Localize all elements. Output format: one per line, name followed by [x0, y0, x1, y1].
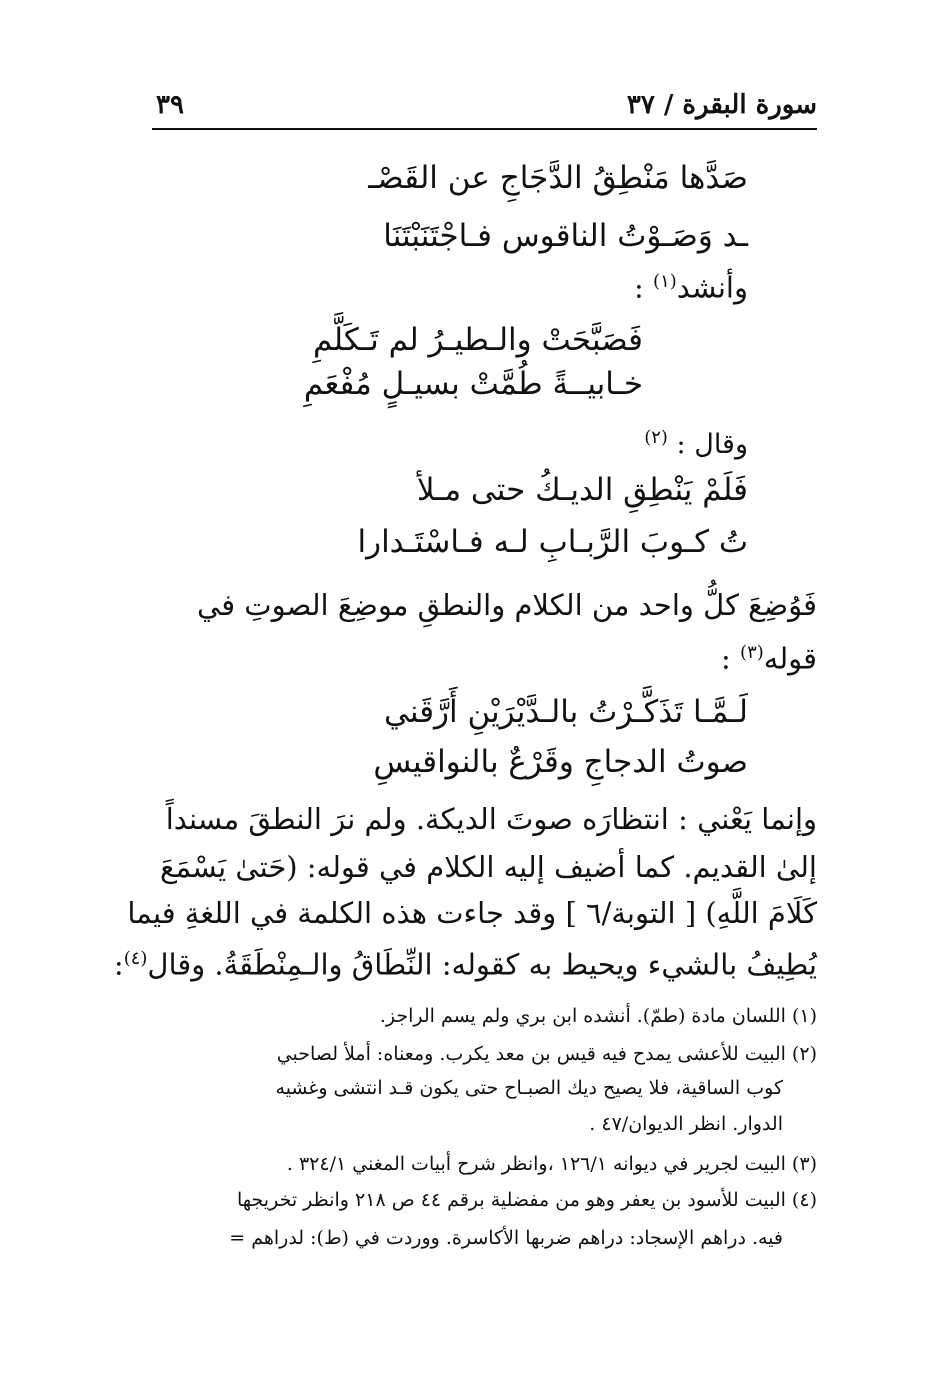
poem2-line1: فَصَبَّحَتْ والـطيـرُ لم تَـكَلَّمِ [313, 322, 643, 358]
footnote-ref-2: (٢) [644, 427, 668, 448]
footnote-ref-1: (١) [653, 271, 677, 292]
prose2-line4-colon: : [113, 947, 124, 982]
poem2-intro-text: وأنشد [676, 270, 748, 305]
prose2-line3: كَلَامَ اللَّهِ) [ التوبة/٦ ] وقد جاءت هذه الكلمة في اللغةِ فيما [127, 896, 817, 930]
poem3-intro-text: وقال : [676, 429, 748, 460]
poem2-intro [634, 260, 748, 310]
poem3-intro [644, 416, 748, 467]
footnote-ref-4: (٤) [123, 948, 148, 969]
poem1-line2: ـد وَصَـوْتُ الناقوس فـاجْتَنَبْتَنَا [383, 218, 748, 254]
footnote-2-line3: الدوار. انظر الديوان/٤٧ . [589, 1113, 783, 1135]
footnote-3: (٣) البيت لجرير في ديوانه ١٢٦/١ ،وانظر شرح أبيات المغني ٣٢٤/١ . [286, 1153, 817, 1175]
footnote-4-line2: فيه. دراهم الإسجاد: دراهم ضربها الأكاسرة. ووردت في (ط): لدراهم = [229, 1227, 783, 1249]
prose1-line2 [152, 632, 817, 680]
poem2-intro-colon: : [634, 270, 644, 305]
footnote-1: (١) اللسان مادة (طمّ). أنشده ابن بري ولم يسم الراجز. [379, 1005, 817, 1027]
poem2-line2: خـابيــةً طُمَّتْ بسيـلٍ مُفْعَمِ [303, 366, 643, 402]
running-header [152, 88, 817, 130]
poem4-line1: لَـمَّـا تَذَكَّـرْتُ بالـدَّيْرَيْنِ أَرَّقَني [384, 694, 748, 730]
prose2-line2: إلىٰ القديم. كما أضيف إليه الكلام في قوله: (حَتىٰ يَسْمَعَ [160, 850, 817, 884]
footnote-2-line2: كوب الساقية، فلا يصيح ديك الصبـاح حتى يكون قـد انتشى وغشيه [275, 1077, 783, 1099]
poem3-line2: تُ كـوبَ الرَّبـابِ لـه فـاسْتَـدارا [357, 524, 748, 560]
footnote-ref-3: (٣) [740, 642, 764, 663]
surah-title: سورة البقرة / ٣٧ [626, 90, 817, 120]
prose2-line4-text: يُطِيفُ بالشيء ويحيط به كقوله: النِّطَاقُ والـمِنْطَقَةُ. وقال [147, 947, 817, 982]
footnote-4-line1: (٤) البيت للأسود بن يعفر وهو من مفضلية برقم ٤٤ ص ٢١٨ وانظر تخريجها [237, 1189, 817, 1211]
prose2-line4 [113, 938, 817, 986]
footnote-2-line1: (٢) البيت للأعشى يمدح فيه قيس بن معد يكرب. ومعناه: أملأ لصاحبي [276, 1043, 817, 1065]
poem4-line2: صوتُ الدجاجِ وقَرْعٌ بالنواقيسِ [373, 744, 748, 780]
poem3-line1: فَلَمْ يَنْطِقِ الديـكُ حتى مـلأ [416, 472, 748, 508]
prose1-line2-text: قوله [763, 641, 817, 676]
prose1-line2-colon: : [721, 641, 731, 676]
page-number: ٣٩ [156, 90, 184, 120]
prose1-line1: فَوُضِعَ كلُّ واحد من الكلام والنطقِ موضِعَ الصوتِ في [197, 588, 817, 622]
prose2-line1: وإنما يَعْني : انتظارَه صوتَ الديكة. ولم نرَ النطقَ مسنداً [165, 802, 817, 836]
poem1-line1: صَدَّها مَنْطِقُ الدَّجَاجِ عن القَصْـ [368, 160, 748, 196]
